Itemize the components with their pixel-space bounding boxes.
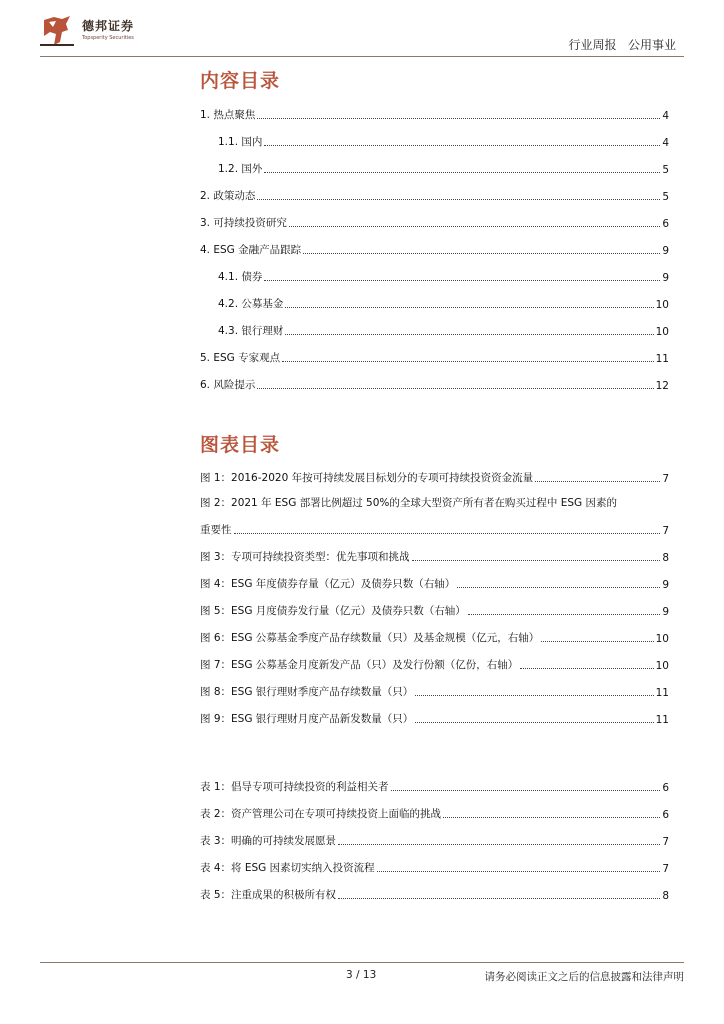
- figure-entry[interactable]: [200, 521, 669, 537]
- toc-entry[interactable]: [200, 214, 669, 230]
- leader-dots: [303, 253, 660, 254]
- toc-entry[interactable]: [218, 133, 669, 149]
- leader-dots: [541, 641, 653, 642]
- figure-entry-label: 图 6：ESG 公募基金季度产品存续数量（只）及基金规模（亿元，右轴）: [200, 632, 540, 644]
- figure-entry-label: 图 7：ESG 公募基金月度新发产品（只）及发行份额（亿份，右轴）: [200, 659, 519, 671]
- page-number: 3 / 13: [346, 969, 377, 981]
- figure-entry[interactable]: [200, 683, 669, 699]
- toc-entry[interactable]: [200, 241, 669, 257]
- toc-entry[interactable]: [200, 187, 669, 203]
- figure-entry-page: 8: [662, 552, 669, 564]
- table-entry-page: 7: [662, 863, 669, 875]
- table-entry-page: 6: [662, 809, 669, 821]
- leader-dots: [289, 226, 660, 227]
- toc-entry-label: 5. ESG 专家观点: [200, 352, 281, 364]
- figure-entry-page: 9: [662, 579, 669, 591]
- logo-text-en: Topsperity Securities: [82, 35, 134, 41]
- toc-entry-label: 6. 风险提示: [200, 379, 256, 391]
- toc-entry-label: 4.2. 公募基金: [218, 298, 284, 310]
- toc-entry-label: 3. 可持续投资研究: [200, 217, 287, 229]
- toc-entry-label: 1.2. 国外: [218, 163, 263, 175]
- leader-dots: [457, 587, 660, 588]
- figure-entry[interactable]: [200, 548, 669, 564]
- figure-entry-page: 10: [655, 660, 669, 672]
- leader-dots: [264, 280, 660, 281]
- page-header: [0, 0, 724, 60]
- leader-dots: [285, 307, 653, 308]
- leader-dots: [257, 118, 660, 119]
- leader-dots: [377, 871, 661, 872]
- footer-divider: [40, 962, 684, 963]
- toc-entry-label: 4. ESG 金融产品跟踪: [200, 244, 302, 256]
- figure-entry-page: 10: [655, 633, 669, 645]
- figure-entry-label: 图 3：专项可持续投资类型：优先事项和挑战: [200, 551, 410, 563]
- toc-entry-page: 10: [655, 326, 669, 338]
- header-divider: [40, 56, 684, 57]
- leader-dots: [535, 481, 660, 482]
- figure-entry[interactable]: [200, 629, 669, 645]
- toc-entry-page: 4: [662, 137, 669, 149]
- table-entry[interactable]: [200, 859, 669, 875]
- toc-entry[interactable]: [200, 106, 669, 122]
- table-entry-page: 8: [662, 890, 669, 902]
- report-category: [569, 36, 676, 53]
- logo-icon: [40, 14, 76, 48]
- table-entry-label: 表 4：将 ESG 因素切实纳入投资流程: [200, 862, 375, 874]
- toc-entry-page: 9: [662, 272, 669, 284]
- figure-entry[interactable]: [200, 469, 669, 485]
- toc-entry[interactable]: [218, 268, 669, 284]
- leader-dots: [415, 722, 653, 723]
- table-entry-label: 表 1：倡导专项可持续投资的利益相关者: [200, 781, 389, 793]
- toc-entry-page: 5: [662, 164, 669, 176]
- leader-dots: [468, 614, 661, 615]
- table-entry-page: 7: [662, 836, 669, 848]
- table-entry-label: 表 2：资产管理公司在专项可持续投资上面临的挑战: [200, 808, 442, 820]
- toc-entry-label: 1.1. 国内: [218, 136, 263, 148]
- category-label: 行业周报: [568, 38, 617, 52]
- figure-entry-page: 7: [662, 473, 669, 485]
- leader-dots: [520, 668, 653, 669]
- leader-dots: [412, 560, 661, 561]
- toc-entry-page: 9: [662, 245, 669, 257]
- toc-entry-label: 2. 政策动态: [200, 190, 256, 202]
- toc-entry-page: 5: [662, 191, 669, 203]
- figure-entry-label: 图 4：ESG 年度债券存量（亿元）及债券只数（右轴）: [200, 578, 456, 590]
- figure-entry-label: 重要性: [200, 524, 232, 536]
- toc-entry-page: 6: [662, 218, 669, 230]
- table-entry[interactable]: [200, 805, 669, 821]
- figure-entry-label: 图 9：ESG 银行理财月度产品新发数量（只）: [200, 713, 414, 725]
- table-entry-label: 表 5：注重成果的积极所有权: [200, 889, 337, 901]
- legal-disclaimer: 请务必阅读正文之后的信息披露和法律声明: [484, 971, 684, 983]
- toc-entry-label: 4.1. 债券: [218, 271, 263, 283]
- company-logo: [40, 14, 160, 48]
- leader-dots: [391, 790, 661, 791]
- figure-entry[interactable]: [200, 710, 669, 726]
- table-entry[interactable]: [200, 832, 669, 848]
- toc-entry-page: 11: [655, 353, 669, 365]
- table-entry[interactable]: [200, 778, 669, 794]
- sector-label: 公用事业: [627, 38, 676, 52]
- figures-title: 图表目录: [200, 434, 281, 456]
- toc-entry-page: 12: [655, 380, 669, 392]
- figure-entry-page: 11: [655, 687, 669, 699]
- leader-dots: [415, 695, 653, 696]
- leader-dots: [264, 172, 660, 173]
- leader-dots: [282, 361, 653, 362]
- figure-entry-label: 图 5：ESG 月度债券发行量（亿元）及债券只数（右轴）: [200, 605, 466, 617]
- toc-entry-label: 1. 热点聚焦: [200, 109, 256, 121]
- figure-entry[interactable]: [200, 575, 669, 591]
- toc-entry[interactable]: [218, 160, 669, 176]
- figure-entry-page: 9: [662, 606, 669, 618]
- figure-entry-page: 7: [662, 525, 669, 537]
- leader-dots: [234, 533, 661, 534]
- logo-text-cn: 德邦证券: [82, 19, 135, 33]
- leader-dots: [443, 817, 660, 818]
- contents-title: 内容目录: [200, 70, 281, 92]
- leader-dots: [257, 199, 660, 200]
- figure-entry-label: 图 8：ESG 银行理财季度产品存续数量（只）: [200, 686, 414, 698]
- toc-entry-page: 4: [662, 110, 669, 122]
- leader-dots: [338, 844, 660, 845]
- leader-dots: [264, 145, 660, 146]
- toc-entry[interactable]: [218, 322, 669, 338]
- toc-entry-label: 4.3. 银行理财: [218, 325, 284, 337]
- toc-entry[interactable]: [200, 376, 669, 392]
- figure-entry[interactable]: [200, 602, 669, 618]
- leader-dots: [338, 898, 660, 899]
- table-entry-label: 表 3：明确的可持续发展愿景: [200, 835, 337, 847]
- toc-entry[interactable]: [200, 349, 669, 365]
- figure-entry-page: 11: [655, 714, 669, 726]
- figure-entry[interactable]: [200, 656, 669, 672]
- figure-entry-label: 图 1：2016-2020 年按可持续发展目标划分的专项可持续投资资金流量: [200, 472, 534, 484]
- toc-entry[interactable]: [218, 295, 669, 311]
- figure-entry-label-line1[interactable]: 图 2：2021 年 ESG 部署比例超过 50%的全球大型资产所有者在购买过程中 ESG 因素的: [200, 497, 617, 509]
- leader-dots: [257, 388, 653, 389]
- leader-dots: [285, 334, 653, 335]
- toc-entry-page: 10: [655, 299, 669, 311]
- table-entry[interactable]: [200, 886, 669, 902]
- table-entry-page: 6: [662, 782, 669, 794]
